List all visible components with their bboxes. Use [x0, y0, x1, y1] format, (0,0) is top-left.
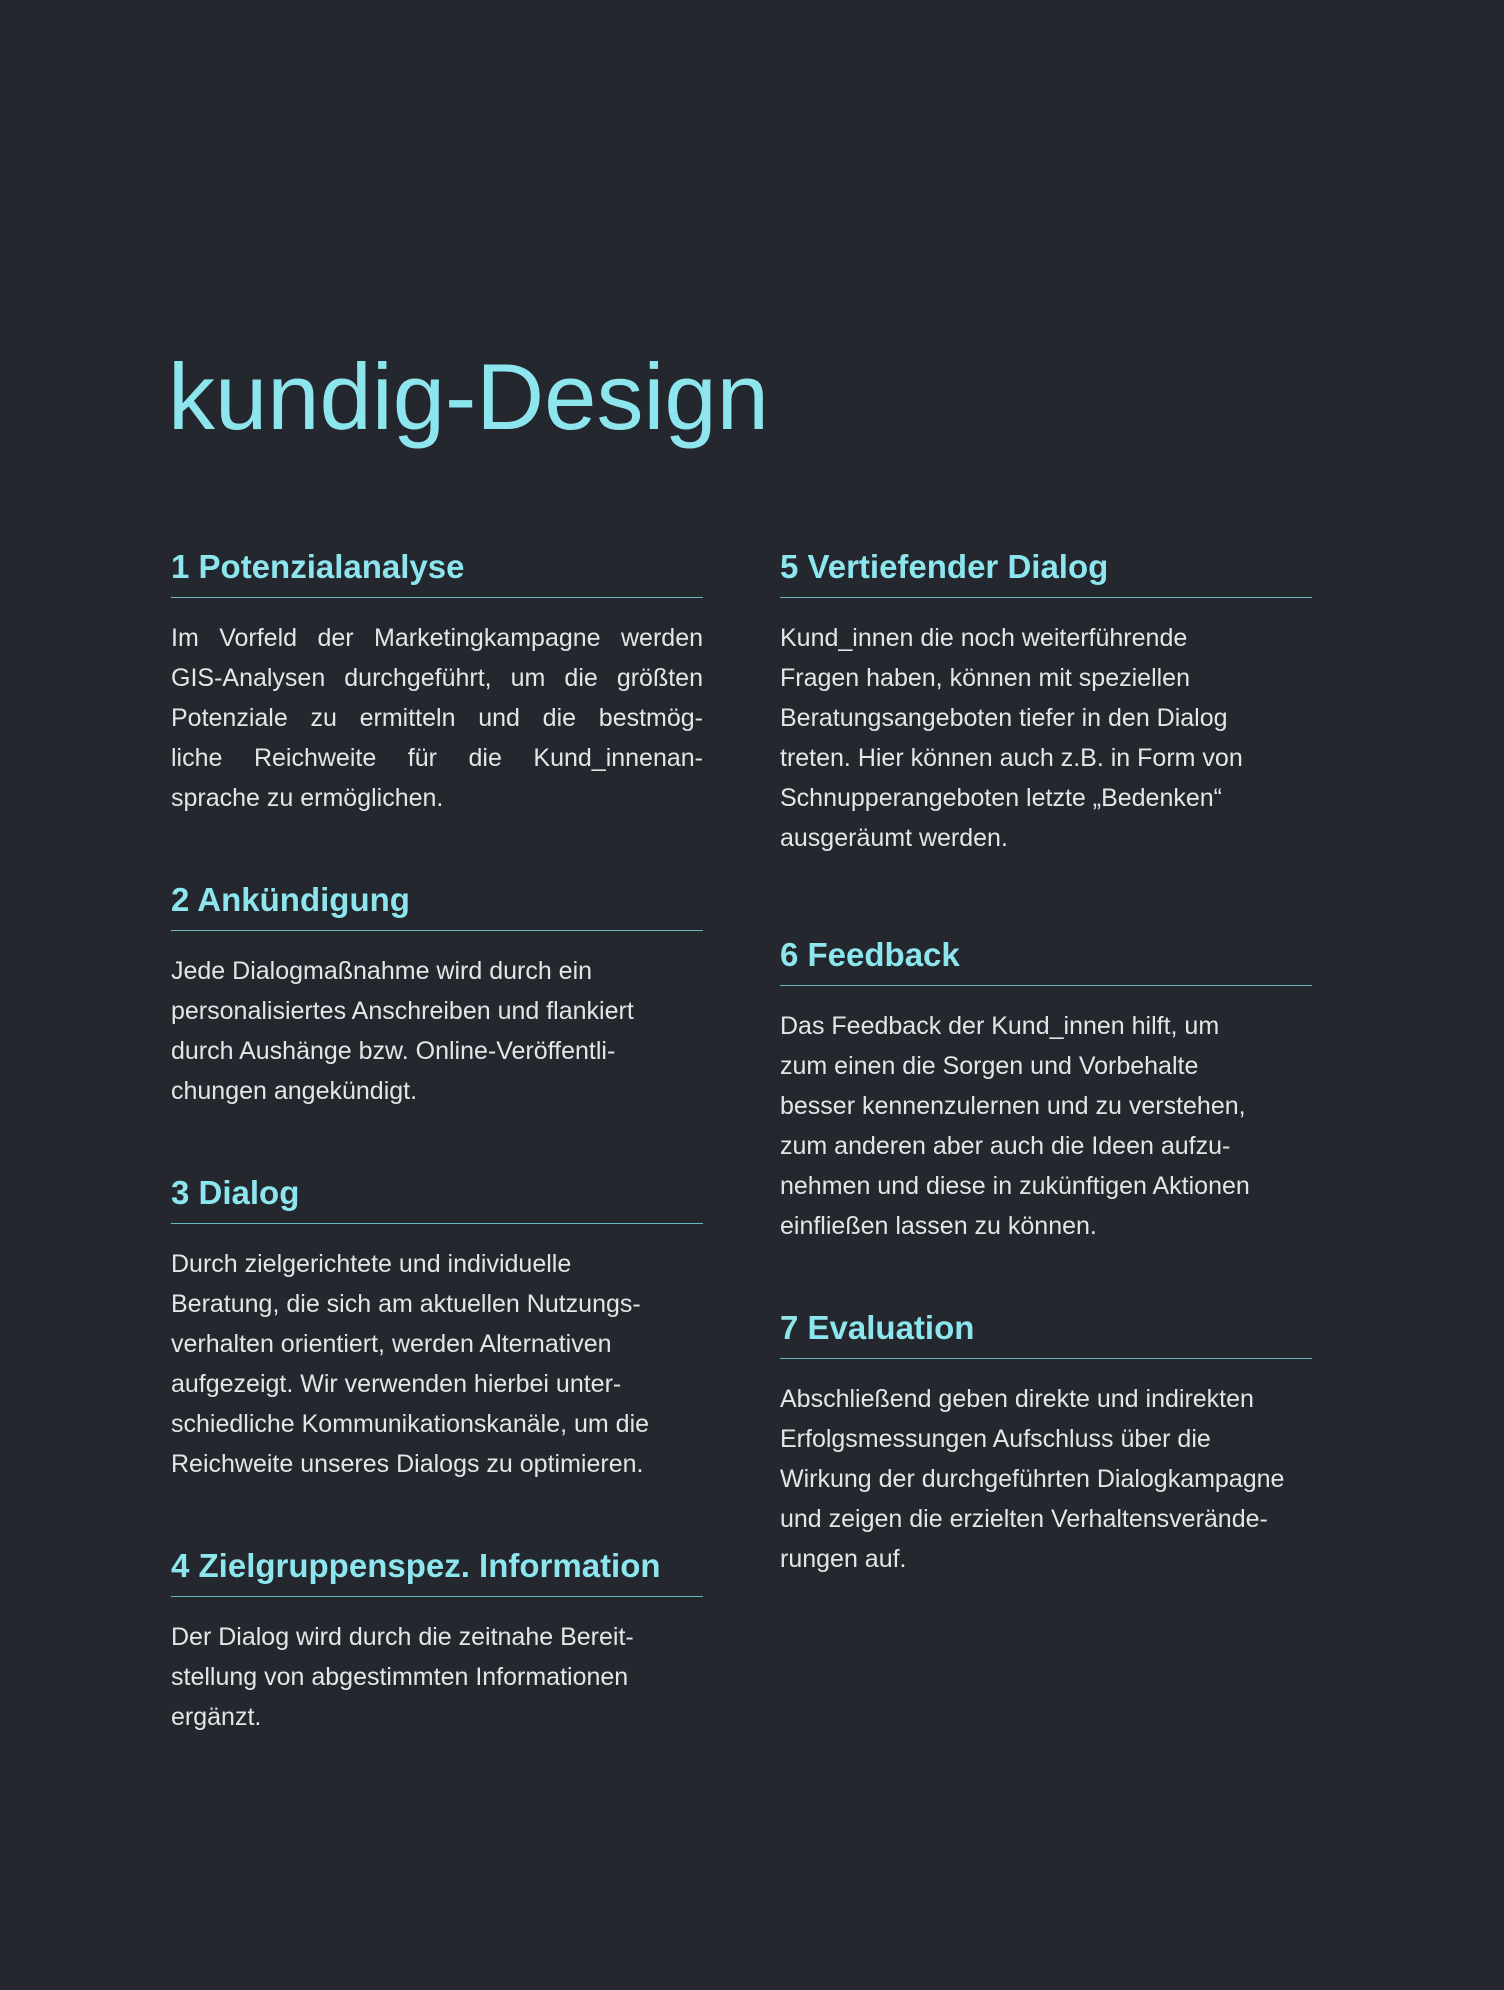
section-heading: 5 Vertiefender Dialog	[780, 545, 1312, 598]
text-line: Abschließend geben direkte und indirekten	[780, 1385, 1254, 1413]
text-line: Im Vorfeld der Marketingkampagne werden	[171, 624, 703, 652]
section-heading: 7 Evaluation	[780, 1306, 1312, 1359]
section-heading: 1 Potenzialanalyse	[171, 545, 703, 598]
section-dialog	[171, 1171, 703, 1484]
text-line: durch Aushänge bzw. Online-Veröffentli-	[171, 1037, 616, 1065]
left-column	[171, 545, 703, 1737]
text-line: Erfolgsmessungen Aufschluss über die	[780, 1425, 1211, 1453]
section-ankuendigung	[171, 878, 703, 1111]
text-line: liche Reichweite für die Kund_innenan-	[171, 744, 703, 772]
text-line: zum anderen aber auch die Ideen aufzu-	[780, 1132, 1231, 1160]
text-line: ausgeräumt werden.	[780, 824, 1008, 852]
text-line: besser kennenzulernen und zu verstehen,	[780, 1092, 1246, 1120]
text-line: stellung von abgestimmten Informationen	[171, 1663, 629, 1691]
text-line: verhalten orientiert, werden Alternativen	[171, 1330, 612, 1358]
page-title: kundig-Design	[168, 344, 769, 449]
section-body	[171, 951, 703, 1111]
text-line: GIS-Analysen durchgeführt, um die größten	[171, 664, 703, 692]
text-line: treten. Hier können auch z.B. in Form von	[780, 744, 1243, 772]
section-body	[780, 1006, 1312, 1246]
text-line: einfließen lassen zu können.	[780, 1212, 1097, 1240]
text-line: nehmen und diese in zukünftigen Aktionen	[780, 1172, 1250, 1200]
text-line: Potenziale zu ermitteln und die bestmög-	[171, 704, 703, 732]
text-line: rungen auf.	[780, 1545, 907, 1573]
text-line: personalisiertes Anschreiben und flankiert	[171, 997, 634, 1025]
text-line: sprache zu ermöglichen.	[171, 784, 444, 812]
section-body	[780, 618, 1312, 858]
section-body	[780, 1379, 1312, 1579]
text-line: chungen angekündigt.	[171, 1077, 418, 1105]
text-line: Reichweite unseres Dialogs zu optimieren.	[171, 1450, 644, 1478]
section-potenzialanalyse	[171, 545, 703, 818]
section-evaluation	[780, 1306, 1312, 1579]
section-heading: 6 Feedback	[780, 933, 1312, 986]
section-body	[171, 618, 703, 818]
text-line: Der Dialog wird durch die zeitnahe Bereit-	[171, 1623, 634, 1651]
text-line: Das Feedback der Kund_innen hilft, um	[780, 1012, 1220, 1040]
section-heading: 4 Zielgruppenspez. Information	[171, 1544, 703, 1597]
text-line: Wirkung der durchgeführten Dialogkampagne	[780, 1465, 1285, 1493]
section-heading: 2 Ankündigung	[171, 878, 703, 931]
text-line: aufgezeigt. Wir verwenden hierbei unter-	[171, 1370, 622, 1398]
text-line: Fragen haben, können mit speziellen	[780, 664, 1190, 692]
section-heading: 3 Dialog	[171, 1171, 703, 1224]
text-line: und zeigen die erzielten Verhaltensverände-	[780, 1505, 1268, 1533]
section-body	[171, 1617, 703, 1737]
text-line: Schnupperangeboten letzte „Bedenken“	[780, 784, 1222, 812]
text-line: schiedliche Kommunikationskanäle, um die	[171, 1410, 650, 1438]
text-line: Beratung, die sich am aktuellen Nutzungs-	[171, 1290, 641, 1318]
text-line: zum einen die Sorgen und Vorbehalte	[780, 1052, 1199, 1080]
section-vertiefender-dialog	[780, 545, 1312, 858]
section-body	[171, 1244, 703, 1484]
text-line: ergänzt.	[171, 1703, 262, 1731]
text-line: Jede Dialogmaßnahme wird durch ein	[171, 957, 593, 985]
section-zielgruppenspez-information	[171, 1544, 703, 1737]
text-line: Beratungsangeboten tiefer in den Dialog	[780, 704, 1228, 732]
right-column	[780, 545, 1312, 1579]
text-line: Durch zielgerichtete und individuelle	[171, 1250, 572, 1278]
section-feedback	[780, 933, 1312, 1246]
text-line: Kund_innen die noch weiterführende	[780, 624, 1188, 652]
